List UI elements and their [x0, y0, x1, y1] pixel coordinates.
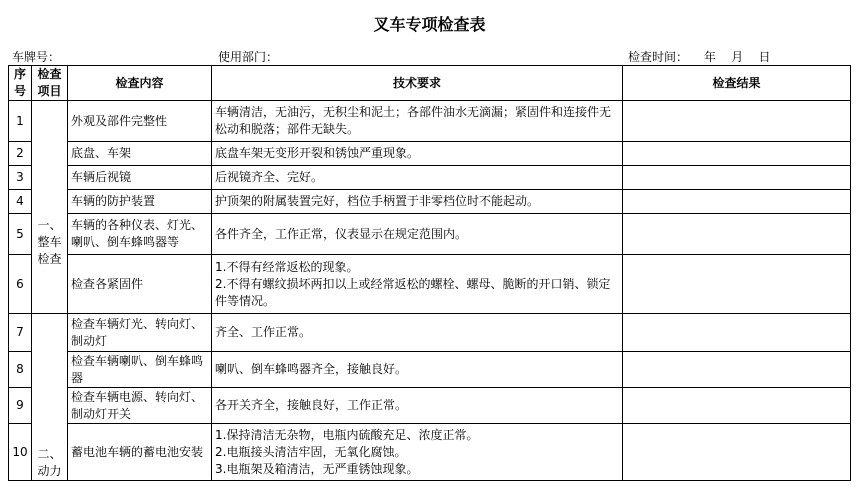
row-requirement: 后视镜齐全、完好。 — [212, 166, 623, 190]
row-result-cell[interactable] — [623, 166, 851, 190]
row-result-cell[interactable] — [623, 142, 851, 166]
row-requirement: 车辆清洁，无油污，无积尘和泥土；各部件油水无滴漏；紧固件和连接件无松动和脱落；部件无缺失。 — [212, 101, 623, 142]
row-seq: 1 — [9, 101, 32, 142]
row-requirement: 1.不得有经常返松的现象。 2.不得有螺纹损坏两扣以上或经常返松的螺栓、螺母、脆断的开口销、锁定件等情况。 — [212, 255, 623, 314]
row-content: 车辆后视镜 — [68, 166, 212, 190]
row-content: 底盘、车架 — [68, 142, 212, 166]
row-seq: 9 — [9, 388, 32, 424]
row-seq: 4 — [9, 190, 32, 214]
table-header-row — [9, 66, 851, 101]
row-result-cell[interactable] — [623, 388, 851, 424]
table-row — [9, 101, 851, 142]
header-content: 检查内容 — [68, 66, 212, 101]
header-item: 检查项目 — [32, 66, 68, 101]
row-result-cell[interactable] — [623, 101, 851, 142]
row-content: 蓄电池车辆的蓄电池安装 — [68, 424, 212, 481]
table-row — [9, 214, 851, 255]
row-requirement: 底盘车架无变形开裂和锈蚀严重现象。 — [212, 142, 623, 166]
row-seq: 7 — [9, 314, 32, 352]
table-row — [9, 424, 851, 481]
header-requirement: 技术要求 — [212, 66, 623, 101]
row-seq: 6 — [9, 255, 32, 314]
row-result-cell[interactable] — [623, 255, 851, 314]
row-content: 检查车辆喇叭、倒车蜂鸣器 — [68, 352, 212, 388]
row-seq: 5 — [9, 214, 32, 255]
header-result: 检查结果 — [623, 66, 851, 101]
table-row — [9, 255, 851, 314]
row-content: 车辆的防护装置 — [68, 190, 212, 214]
table-row — [9, 314, 851, 352]
date-value: 年 月 日 — [704, 50, 771, 64]
row-result-cell[interactable] — [623, 214, 851, 255]
table-row — [9, 352, 851, 388]
dept-label: 使用部门： — [218, 50, 279, 64]
row-seq: 3 — [9, 166, 32, 190]
table-row — [9, 388, 851, 424]
row-result-cell[interactable] — [623, 314, 851, 352]
table-row — [9, 166, 851, 190]
row-requirement: 1.保持清洁无杂物，电瓶内硫酸充足、浓度正常。 2.电瓶接头清洁牢固，无氧化腐蚀。 3.电瓶架及箱清洁，无严重锈蚀现象。 — [212, 424, 623, 481]
row-content: 检查各紧固件 — [68, 255, 212, 314]
row-result-cell[interactable] — [623, 424, 851, 481]
row-requirement: 齐全、工作正常。 — [212, 314, 623, 352]
category-vehicle: 一、整车检查 — [32, 101, 68, 314]
category-power: 二、动力 — [32, 314, 68, 481]
row-seq: 8 — [9, 352, 32, 388]
row-requirement: 各开关齐全，接触良好，工作正常。 — [212, 388, 623, 424]
table-row — [9, 190, 851, 214]
row-content: 外观及部件完整性 — [68, 101, 212, 142]
row-result-cell[interactable] — [623, 352, 851, 388]
header-seq: 序号 — [9, 66, 32, 101]
page-title: 叉车专项检查表 — [373, 15, 486, 34]
plate-label: 车牌号： — [12, 50, 61, 64]
table-row — [9, 142, 851, 166]
row-seq: 2 — [9, 142, 32, 166]
row-requirement: 喇叭、倒车蜂鸣器齐全，接触良好。 — [212, 352, 623, 388]
row-content: 检查车辆电源、转向灯、制动灯开关 — [68, 388, 212, 424]
date-label: 检查时间： — [628, 50, 689, 64]
row-seq: 10 — [9, 424, 32, 481]
inspection-table — [8, 65, 851, 481]
row-content: 检查车辆灯光、转向灯、制动灯 — [68, 314, 212, 352]
row-content: 车辆的各种仪表、灯光、喇叭、倒车蜂鸣器等 — [68, 214, 212, 255]
row-result-cell[interactable] — [623, 190, 851, 214]
row-requirement: 各件齐全，工作正常，仪表显示在规定范围内。 — [212, 214, 623, 255]
row-requirement: 护顶架的附属装置完好，档位手柄置于非零档位时不能起动。 — [212, 190, 623, 214]
